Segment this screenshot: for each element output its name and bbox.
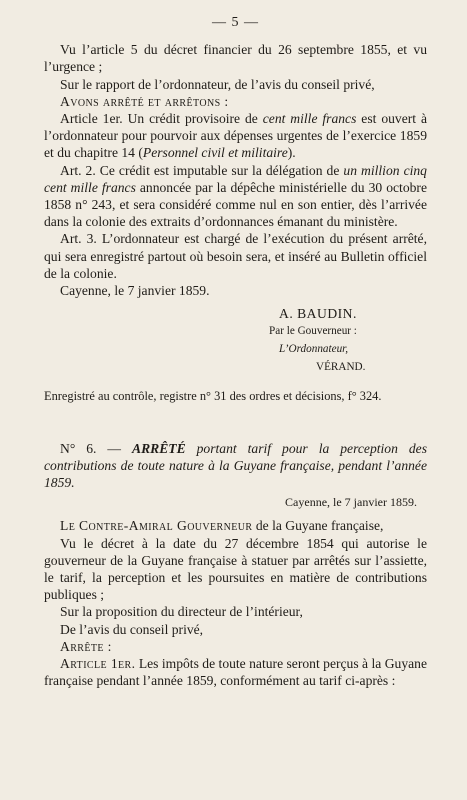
decree2-avis: De l’avis du conseil privé, (60, 621, 204, 637)
decree1-date: Cayenne, le 7 janvier 1859. (60, 283, 210, 299)
decree1-avons: Avons arrêté et arrêtons : (60, 93, 229, 109)
decree1-article-1: Article 1er. Un crédit provisoire de cent mille francs est ouvert à l’ordonnateur pour pourvoir aux dépenses urgentes de l’exercice 1859 et du chapitre 14 (Personnel civil et militaire). (44, 111, 427, 161)
signature-verand: VÉRAND. (316, 361, 366, 374)
par-le-gouverneur: Par le Gouverneur : (269, 325, 357, 338)
enregistrement-note: Enregistré au contrôle, registre n° 31 des ordres et décisions, f° 324. (44, 389, 382, 404)
decree1-article-3: Art. 3. L’ordonnateur est chargé de l’exécution du présent arrêté, qui sera enregistré partout où besoin sera, et inséré au Bulletin officiel de la colonie. (44, 231, 427, 281)
decree2-title: N° 6. — ARRÊTÉ portant tarif pour la perception des contributions de toute nature à la Guyane française, pendant l’année 1859. (44, 440, 427, 491)
decree2-contre-amiral: Le Contre-Amiral Gouverneur de la Guyane française, (60, 518, 384, 534)
decree1-vu: Vu l’article 5 du décret financier du 26 septembre 1855, et vu l’urgence ; (44, 42, 427, 75)
decree2-vu: Vu le décret à la date du 27 décembre 1854 qui autorise le gouverneur de la Guyane française à statuer par arrêtés sur l’assiette, le tarif, la perception et les poursuites en matière de contributions publiques ; (44, 535, 427, 603)
page-number: — 5 — (212, 15, 259, 30)
decree2-arrete: Arrête : (60, 638, 112, 654)
decree1-sur: Sur le rapport de l’ordonnateur, de l’avis du conseil privé, (60, 76, 375, 92)
signature-baudin: A. BAUDIN. (279, 306, 357, 322)
decree2-sur: Sur la proposition du directeur de l’intérieur, (60, 604, 303, 620)
ordonnateur-label: L’Ordonnateur, (279, 343, 349, 356)
decree2-date: Cayenne, le 7 janvier 1859. (285, 495, 417, 510)
decree2-article-1: Article 1er. Les impôts de toute nature seront perçus à la Guyane française pendant l’année 1859, conformément au tarif ci-après : (44, 656, 427, 689)
section-separator (44, 406, 427, 440)
decree1-article-2: Art. 2. Ce crédit est imputable sur la délégation de un million cinq cent mille francs annoncée par la dépêche ministérielle du 30 octobre 1858 n° 243, et sera considéré comme nul en son entier, dès l’arrivée dans la colonie des extraits d’ordonnances émanant du ministère. (44, 162, 427, 230)
